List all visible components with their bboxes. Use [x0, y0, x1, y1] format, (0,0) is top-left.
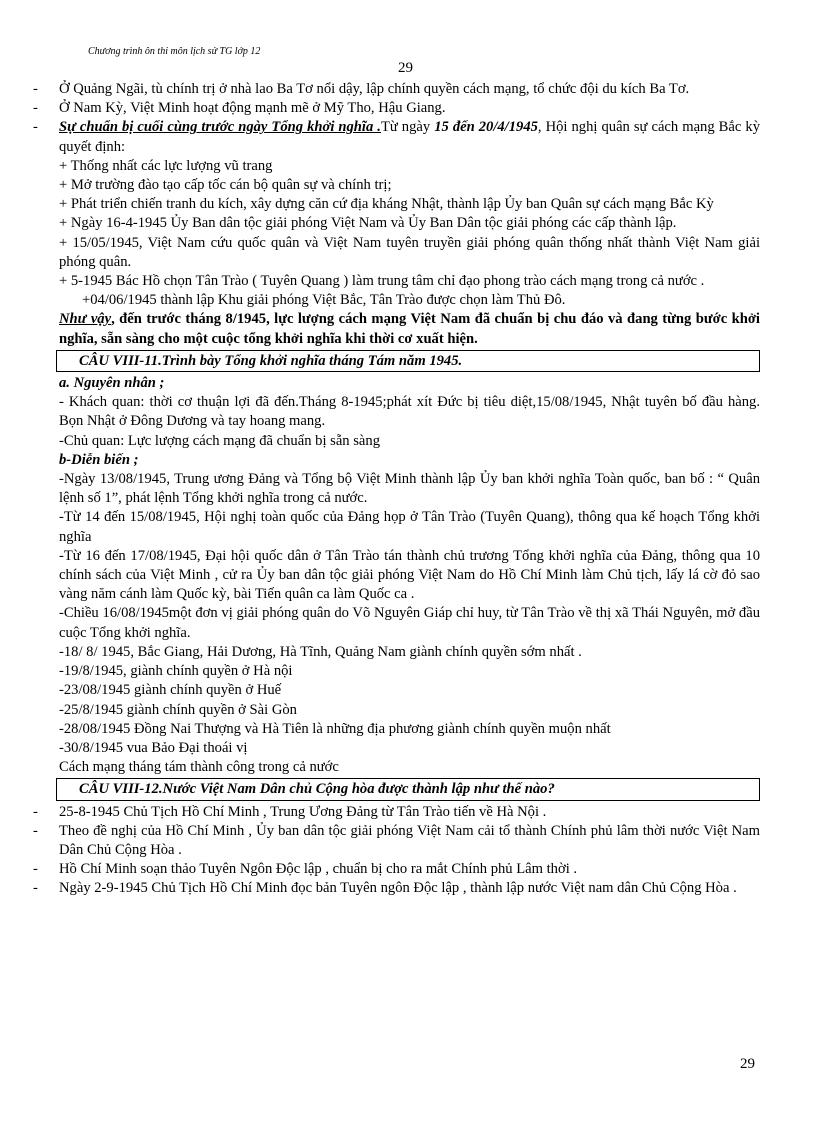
paragraph: - Hồ Chí Minh soạn thảo Tuyên Ngôn Độc lập , chuẩn bị cho ra mắt Chính phủ Lâm thời .: [30, 860, 760, 879]
paragraph: - Ở Quảng Ngãi, tù chính trị ở nhà lao Ba Tơ nổi dậy, lập chính quyền cách mạng, tổ chức đội du kích Ba Tơ.: [30, 80, 760, 99]
paragraph: -Từ 16 đến 17/08/1945, Đại hội quốc dân ở Tân Trào tán thành chủ trương Tổng khởi nghĩa của Đảng, thông qua 10 chính sách của Việt Minh , cử ra Ủy ban dân tộc giải phóng Việt Nam do Hồ Chí Minh làm Chủ tịch, lấy lá cờ đỏ sao vàng năm cánh làm Quốc kỳ, bài Tiến quân ca làm Quốc ca .: [59, 547, 760, 603]
paragraph: [30, 118, 760, 156]
date-emphasis: 15 đến 20/4/1945: [434, 119, 538, 136]
paragraph: - Theo đề nghị của Hồ Chí Minh , Ủy ban dân tộc giải phóng Việt Nam cải tổ thành Chính phủ lâm thời nước Việt Nam Dân Chủ Cộng Hòa .: [30, 822, 760, 860]
paragraph: -Ngày 13/08/1945, Trung ương Đảng và Tổng bộ Việt Minh thành lập Ủy ban khởi nghĩa Toàn quốc, ban bố : “ Quân lệnh số 1”, phát lệnh Tổng khởi nghĩa trong cả nước.: [59, 471, 760, 507]
text-span: Như vậy: [59, 311, 112, 328]
list-item: +04/06/1945 thành lập Khu giải phóng Việt Bắc, Tân Trào được chọn làm Thủ Đô.: [82, 292, 566, 309]
paragraph: Cách mạng tháng tám thành công trong cả nước: [59, 759, 339, 776]
paragraph: - Khách quan: thời cơ thuận lợi đã đến.Tháng 8-1945;phát xít Đức bị tiêu diệt,15/08/1945, Nhật tuyên bố đầu hàng. Bọn Nhật ở Đông Dương và tay hoang mang.: [59, 394, 760, 430]
list-item: + 5-1945 Bác Hồ chọn Tân Trào ( Tuyên Quang ) làm trung tâm chỉ đạo phong trào cách mạng trong cả nước .: [59, 273, 705, 290]
paragraph: - Ngày 2-9-1945 Chủ Tịch Hồ Chí Minh đọc bản Tuyên ngôn Độc lập , thành lập nước Việt nam dân Chủ Cộng Hòa .: [30, 879, 760, 898]
running-header: Chương trình ôn thi môn lịch sử TG lớp 12: [88, 46, 261, 57]
page-number-top: 29: [398, 60, 413, 76]
subheading: b-Diễn biến ;: [59, 451, 139, 468]
paragraph: -28/08/1945 Đồng Nai Thượng và Hà Tiên là những địa phương giành chính quyền muộn nhất: [59, 720, 611, 737]
paragraph: - 25-8-1945 Chủ Tịch Hồ Chí Minh , Trung Ương Đảng từ Tân Trào tiến về Hà Nội .: [30, 803, 760, 822]
list-item: + Mở trường đào tạo cấp tốc cán bộ quân sự và chính trị;: [59, 177, 392, 194]
list-item: + Phát triển chiến tranh du kích, xây dựng căn cứ địa kháng Nhật, thành lập Ủy ban Quân sự cách mạng Bắc Kỳ: [59, 196, 714, 213]
paragraph: - Ở Nam Kỳ, Việt Minh hoạt động mạnh mẽ ở Mỹ Tho, Hậu Giang.: [30, 99, 760, 118]
paragraph: -18/ 8/ 1945, Bắc Giang, Hải Dương, Hà Tĩnh, Quảng Nam giành chính quyền sớm nhất .: [59, 643, 582, 660]
paragraph: -Từ 14 đến 15/08/1945, Hội nghị toàn quốc của Đảng họp ở Tân Trào (Tuyên Quang), thông qua kế hoạch Tổng khởi nghĩa: [59, 509, 760, 545]
paragraph: -30/8/1945 vua Bảo Đại thoái vị: [59, 739, 248, 756]
question-box: CÂU VIII-11.Trình bày Tổng khởi nghĩa tháng Tám năm 1945.: [56, 350, 760, 372]
page-number-bottom: 29: [740, 1056, 755, 1072]
text-span: , Hội nghị quân sự cách mạng Bắc kỳ quyết định:: [59, 119, 760, 155]
paragraph: -Chiều 16/08/1945một đơn vị giải phóng quân do Võ Nguyên Giáp chỉ huy, từ Tân Trào về thị xã Thái Nguyên, mở đầu cuộc Tổng khởi nghĩa.: [59, 605, 760, 641]
section-title: Sự chuẩn bị cuối cùng trước ngày Tổng khởi nghĩa .: [59, 119, 381, 136]
conclusion-paragraph: [30, 310, 760, 348]
text-span: , đến trước tháng 8/1945, lực lượng cách mạng Việt Nam đã chuẩn bị chu đáo và đang từng bước khởi nghĩa, sẵn sàng cho một cuộc tổng khởi nghĩa khi thời cơ xuất hiện.: [59, 311, 760, 347]
question-box: CÂU VIII-12.Nước Việt Nam Dân chủ Cộng hòa được thành lập như thế nào?: [56, 778, 760, 800]
paragraph: -19/8/1945, giành chính quyền ở Hà nội: [59, 663, 293, 680]
paragraph: -25/8/1945 giành chính quyền ở Sài Gòn: [59, 701, 297, 718]
text-span: Từ ngày: [380, 119, 435, 136]
list-item: + Ngày 16-4-1945 Ủy Ban dân tộc giải phóng Việt Nam và Ủy Ban Dân tộc giải phóng các cấp thành lập.: [59, 215, 677, 232]
list-item: + 15/05/1945, Việt Nam cứu quốc quân và Việt Nam tuyên truyền giải phóng quân thống nhất thành Việt Nam giải phóng quân.: [59, 234, 760, 270]
paragraph: -Chủ quan: Lực lượng cách mạng đã chuẩn bị sẵn sàng: [59, 432, 380, 449]
subheading: a. Nguyên nhân ;: [59, 375, 165, 392]
page-content: [30, 80, 760, 899]
list-item: + Thống nhất các lực lượng vũ trang: [59, 157, 273, 174]
paragraph: -23/08/1945 giành chính quyền ở Huế: [59, 682, 282, 699]
